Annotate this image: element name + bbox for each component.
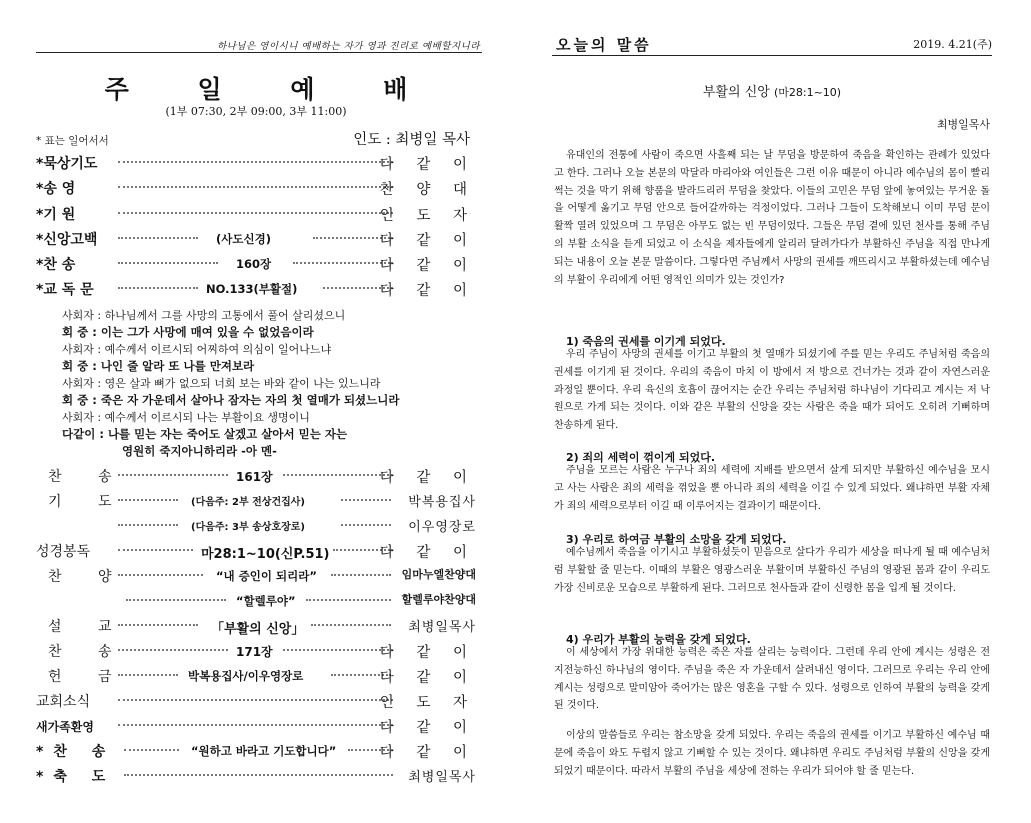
leader-dots <box>118 499 178 501</box>
header-divider <box>36 52 482 53</box>
order-detail: 171장 <box>236 645 273 659</box>
order-label: *교 독 문 <box>36 282 94 298</box>
litany-speaker: 회 중 : <box>62 359 97 373</box>
order-leader: 다 같 이 <box>379 545 476 561</box>
litany-line <box>62 426 482 442</box>
order-row <box>36 279 476 301</box>
order-leader: 다 같 이 <box>379 157 476 173</box>
service-title: 주 일 예 배 <box>104 75 438 104</box>
order-row <box>36 691 476 713</box>
section-heading: 4) 우리가 부활의 능력을 갖게 되었다. <box>566 633 751 646</box>
leader-dots <box>124 749 179 751</box>
leader-dots <box>118 674 178 676</box>
litany-speaker: 다같이 : <box>62 427 104 441</box>
order-leader: 최병일목사 <box>408 770 476 785</box>
litany-text: 영원히 죽지아니하리라 -아 멘- <box>122 444 277 458</box>
order-row <box>36 541 476 563</box>
todays-word-heading: 오늘의 말씀 <box>556 36 652 54</box>
leader-dots <box>341 524 391 526</box>
order-row <box>36 741 476 763</box>
litany-speaker: 사회자 : <box>62 411 102 424</box>
litany-text: 하나님께서 그를 사망의 고통에서 풀어 살리셨으니 <box>104 309 346 322</box>
leader-dots <box>118 524 178 526</box>
section-body: 예수님께서 죽음을 이기시고 부활하셨듯이 믿음으로 살다가 우리가 세상을 떠나게 될 때 예수님처럼 부활할 줄 믿는다. 이때의 부활은 영광스러운 부활이며 부활하신 주님의 영광된 몸과 같이 우리도 가장 신비로운 모습으로 부활하게 된다. 그러므로 천사들과 같이 신령한 몸을 입게 될 것이다. <box>554 547 990 594</box>
leader-dots <box>118 161 393 163</box>
order-label: 성경봉독 <box>36 544 91 560</box>
order-row <box>36 204 476 226</box>
order-row <box>36 178 476 200</box>
leader-dots <box>118 262 218 264</box>
order-detail: 마28:1~10(신P.51) <box>201 547 330 562</box>
leader-dots <box>283 649 393 651</box>
service-times: (1부 07:30, 2부 09:00, 3부 11:00) <box>165 105 347 118</box>
order-leader: 찬 양 대 <box>379 182 476 198</box>
order-detail: 160장 <box>236 257 272 271</box>
order-leader: 최병일목사 <box>408 620 476 635</box>
order-leader: 다 같 이 <box>379 745 476 761</box>
order-label: 찬 송 <box>48 469 128 485</box>
leader-dots <box>118 212 393 214</box>
order-detail: (사도신경) <box>216 232 271 246</box>
order-label: *찬 송 <box>36 257 76 273</box>
section-body: 주님을 모르는 사람은 누구나 죄의 세력에 지배를 받으면서 살게 되지만 부활하신 예수님을 모시고 사는 사람은 죄의 세력을 꺾었을 뿐 아니라 죄의 세력을 이길 수 있게 되었다. 왜냐하면 부활 자체가 죄의 세력으로부터 이길 때 이루어지는 결과이기 때문이다. <box>554 465 990 512</box>
leader-dots <box>118 287 198 289</box>
litany-speaker: 사회자 : <box>62 343 102 356</box>
leader-dots <box>311 624 391 626</box>
order-detail: 161장 <box>236 470 273 484</box>
order-row <box>36 716 476 738</box>
litany-line <box>62 392 482 408</box>
litany-speaker: 사회자 : <box>62 377 102 390</box>
leader-dots <box>118 474 228 476</box>
order-row <box>36 466 476 488</box>
sermon-page <box>552 0 992 823</box>
order-detail: “할렐루야” <box>236 594 296 608</box>
litany-text: 나인 줄 알라 또 나를 만져보라 <box>100 359 255 373</box>
order-leader: 인 도 자 <box>379 208 476 224</box>
order-label: *묵상기도 <box>36 156 98 172</box>
leader-dots <box>331 574 391 576</box>
order-row <box>36 616 476 638</box>
order-detail: (다음주: 2부 전상건집사) <box>191 497 306 508</box>
leader-dots <box>118 186 393 188</box>
order-label: *기 원 <box>36 207 76 223</box>
litany-line <box>62 375 482 391</box>
leader-dots <box>283 474 393 476</box>
intro-paragraph: 유대인의 전통에 사람이 죽으면 사흘째 되는 날 무덤을 방문하여 죽음을 확인하는 관례가 있었다고 한다. 그러나 오늘 본문의 막달라 마리아와 여인들은 그런 이유 때문이 아니라 예수님의 몸이 빨리 썩는 것을 막기 위해 향품을 발라드리러 무덤을 찾았다. 이들의 고민은 무덤 앞에 놓여있는 무거운 돌을 어떻게 옮기고 무덤 안으로 들어갈까하는 걱정이었다. 그러나 그들이 도착해보니 이미 무덤 문이 활짝 열려 있었으며 그 무덤은 아무도 없는 빈 무덤이었다. 그들은 무덤 곁에 있던 천사를 통해 주님의 부활 소식을 듣게 되었고 이 소식을 제자들에게 알리러 달려가다가 부활하신 주님을 직접 만나게 되는 내용이 오늘 본문 말씀이다. 그렇다면 주님께서 사망의 권세를 깨뜨리시고 부활하셨는데 예수님의 부활이 우리에게 어떤 영적인 의미가 있는 것인가? <box>554 150 990 286</box>
order-leader: 임마누엘찬양대 <box>401 568 476 581</box>
leader-dots <box>118 237 198 239</box>
order-leader: 이우영장로 <box>408 520 476 535</box>
litany-speaker: 사회자 : <box>62 309 102 322</box>
order-row <box>36 491 476 513</box>
litany-line <box>122 443 542 459</box>
section-body: 이 세상에서 가장 위대한 능력은 죽은 자를 살리는 능력이다. 그런데 우리 안에 계시는 성령은 전지전능하신 하나님의 영이다. 주님을 죽은 자 가운데서 살려내신 영이다. 그러므로 우리는 우리 안에 계시는 성령으로 말미암아 죽어가는 많은 영혼을 구할 수 있다. 성령으로 인하여 부활의 능력을 갖게 된 것이다. <box>554 647 990 712</box>
order-label: *송 영 <box>36 181 76 197</box>
order-row <box>36 516 476 538</box>
order-detail: (다음주: 3부 송상호장로) <box>191 522 306 533</box>
litany-text: 영은 살과 뼈가 없으되 너희 보는 바와 같이 나는 있느니라 <box>104 377 381 390</box>
section-heading: 2) 죄의 세력이 꺾이게 되었다. <box>566 451 716 464</box>
litany-line <box>62 324 482 340</box>
litany-text: 예수께서 이르시되 어찌하여 의심이 일어나느냐 <box>104 343 332 356</box>
standing-note: * 표는 일어서서 <box>36 135 109 147</box>
litany-line <box>62 341 482 357</box>
bulletin-date: 2019. 4.21(주) <box>913 38 992 51</box>
order-row <box>36 566 476 588</box>
order-leader: 다 같 이 <box>379 258 476 274</box>
section-heading: 3) 우리로 하여금 부활의 소망을 갖게 되었다. <box>566 533 787 546</box>
litany-text: 이는 그가 사망에 매여 있을 수 없었음이라 <box>100 325 314 339</box>
leader-dots <box>293 262 393 264</box>
order-detail: 「부활의 신앙」 <box>211 622 305 637</box>
leader-dots <box>124 774 393 776</box>
order-label: *축 도 <box>36 769 116 785</box>
leader-dots <box>126 599 226 601</box>
litany-text: 예수께서 이르시되 나는 부활이요 생명이니 <box>104 411 310 424</box>
order-detail: “내 증인이 되리라” <box>216 569 317 583</box>
section-body: 우리 주님이 사망의 권세를 이기고 부활의 첫 열매가 되셨기에 주를 믿는 우리도 주님처럼 죽음의 권세를 이기게 된 것이다. 우리의 죽음이 마치 이 방에서 저 방으로 건너가는 것과 같이 자연스러운 과정일 뿐이다. 우리 육신의 호흡이 끊어지는 순간 우리는 주님처럼 하나님이 기다리고 계시는 저 낙원으로 가게 되는 것이다. 이와 같은 부활의 신앙을 갖는 사람은 죽을 때가 되어도 오히려 기뻐하며 찬송하게 된다. <box>554 349 990 432</box>
litany-line <box>62 358 482 374</box>
closing-paragraph: 이상의 말씀들로 우리는 참소망을 갖게 되었다. 우리는 죽음의 권세를 이기고 부활하신 예수님 때문에 죽음이 와도 두렵지 않고 기뻐할 수 있는 것이다. 왜냐하면 우리도 주님처럼 부활의 신앙을 갖게 되었기 때문이다. 따라서 부활의 주님을 세상에 전하는 우리가 되어야 할 줄 믿는다. <box>554 730 990 777</box>
litany-speaker: 회 중 : <box>62 325 97 339</box>
order-row <box>36 766 476 788</box>
order-row <box>36 591 476 613</box>
sermon-title-text: 부활의 신앙 <box>702 85 770 100</box>
worship-order-page <box>30 0 482 823</box>
order-leader: 할렐루야찬양대 <box>401 593 476 606</box>
order-detail: 박복용집사/이우영장로 <box>188 669 304 683</box>
order-label: 설 교 <box>48 619 128 635</box>
section-heading: 1) 죽음의 권세를 이기게 되었다. <box>566 335 726 348</box>
order-label: 교회소식 <box>36 694 91 710</box>
litany-line <box>62 307 482 323</box>
order-detail: “원하고 바라고 기도합니다” <box>191 744 337 758</box>
leader-dots <box>118 724 393 726</box>
order-label: 찬 송 <box>48 644 128 660</box>
header-divider <box>552 55 992 56</box>
order-row <box>36 254 476 276</box>
order-leader: 다 같 이 <box>379 470 476 486</box>
order-leader: 다 같 이 <box>379 645 476 661</box>
leader-dots <box>118 649 228 651</box>
order-leader: 박복용집사 <box>408 495 476 510</box>
leader-dots <box>306 599 391 601</box>
leader-dots <box>118 574 203 576</box>
order-leader: 다 같 이 <box>379 720 476 736</box>
order-label: 새가족환영 <box>36 720 94 734</box>
litany-text: 죽은 자 가운데서 살아나 잠자는 자의 첫 열매가 되셨느니라 <box>100 393 400 407</box>
leader-dots <box>341 499 391 501</box>
leader-dots <box>118 624 198 626</box>
litany-line <box>62 409 482 425</box>
order-leader: 다 같 이 <box>379 670 476 686</box>
litany-speaker: 회 중 : <box>62 393 97 407</box>
order-row <box>36 153 476 175</box>
order-label: *찬 송 <box>36 744 116 760</box>
order-detail: NO.133(부활절) <box>206 282 298 296</box>
order-label: 기 도 <box>48 494 128 510</box>
order-label: *신앙고백 <box>36 232 98 248</box>
order-row <box>36 666 476 688</box>
order-leader: 인 도 자 <box>379 695 476 711</box>
service-leader: 인도 : 최병일 목사 <box>353 132 470 148</box>
order-row <box>36 229 476 251</box>
order-leader: 다 같 이 <box>379 233 476 249</box>
sermon-title <box>552 81 992 100</box>
sermon-pastor: 최병일목사 <box>936 118 990 131</box>
litany-text: 나를 믿는 자는 죽어도 살겠고 살아서 믿는 자는 <box>107 427 348 441</box>
leader-dots <box>118 699 393 701</box>
sermon-reference: (마28:1~10) <box>773 86 842 99</box>
order-label: 헌 금 <box>48 669 128 685</box>
leader-dots <box>118 549 193 551</box>
motto-header: 하나님은 영이시니 예배하는 자가 영과 진리로 예배할지니라 <box>216 41 480 52</box>
order-label: 찬 양 <box>48 569 128 585</box>
order-row <box>36 641 476 663</box>
order-leader: 다 같 이 <box>379 283 476 299</box>
